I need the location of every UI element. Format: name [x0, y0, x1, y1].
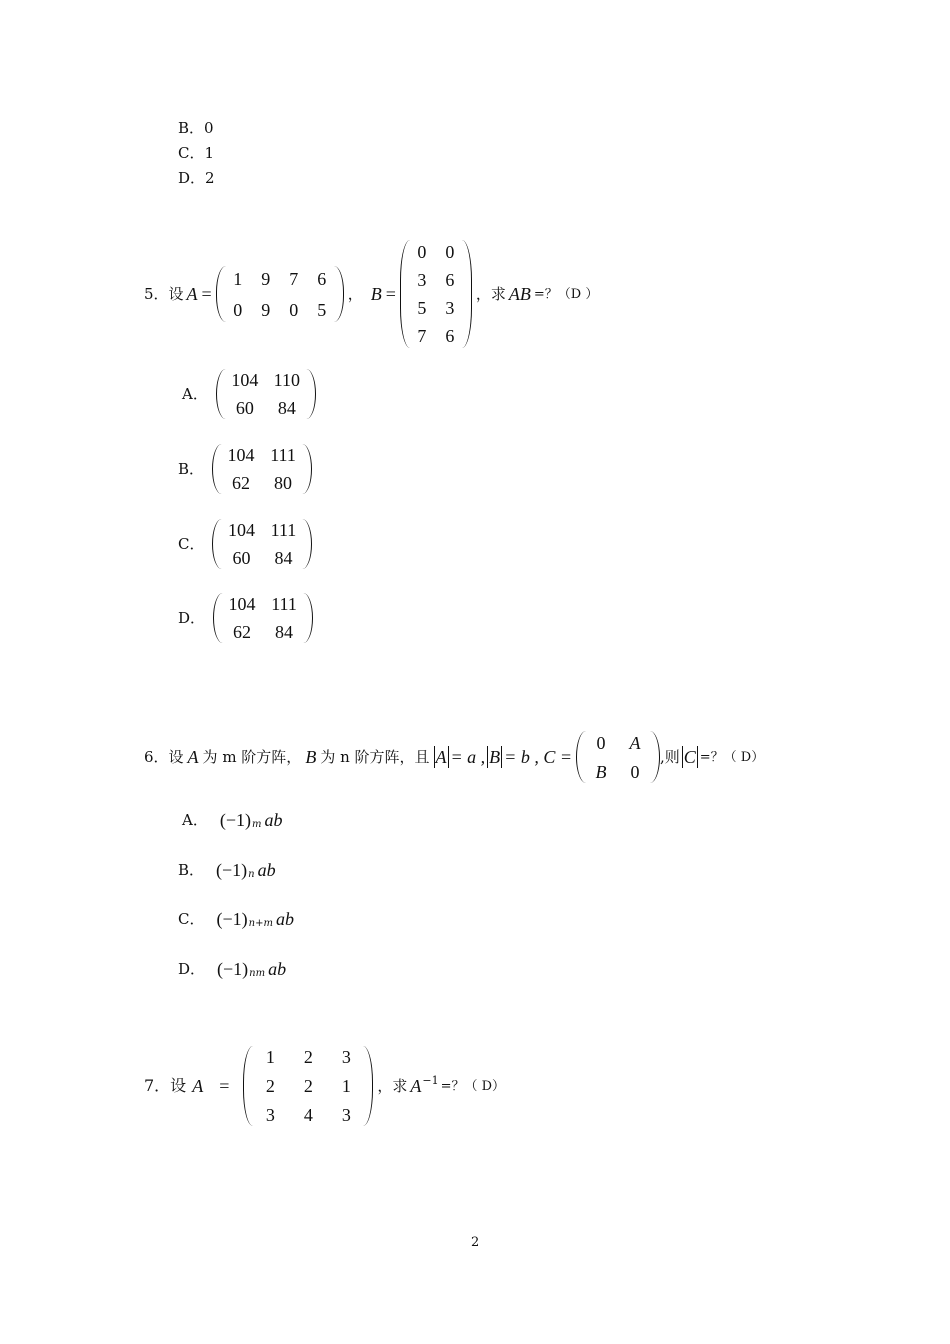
- q6-det-b: B: [489, 747, 501, 767]
- matrix-cell: 2: [303, 1047, 313, 1068]
- q7-a: A: [192, 1076, 204, 1096]
- q6-tail: =？（ D）: [699, 749, 765, 765]
- matrix-cell: 6: [445, 270, 455, 290]
- option-label: B．: [178, 459, 205, 478]
- matrix-cell: 111: [270, 520, 297, 540]
- option-matrix: [216, 369, 316, 419]
- q7-matrix: [243, 1046, 373, 1126]
- matrix-cell: 62: [232, 473, 251, 493]
- matrix-cell: 62: [233, 622, 252, 642]
- abs-bar: [487, 746, 488, 768]
- matrix-cell: 3: [445, 298, 455, 318]
- matrix-cell: 6: [317, 268, 327, 289]
- matrix-cell: 1: [341, 1075, 351, 1096]
- abs-bar: [501, 746, 502, 768]
- option-matrix: [212, 444, 312, 494]
- q7-question: [144, 1044, 505, 1128]
- matrix-cell: 2: [265, 1075, 275, 1096]
- q5-comma: ，: [347, 284, 363, 303]
- q6-text-2: 为 n 阶方阵，且: [320, 747, 430, 766]
- option-label: D．: [178, 959, 206, 978]
- q5-b-label: B: [370, 284, 382, 304]
- q4-option-b: B．0: [178, 119, 214, 137]
- option-label: C．: [178, 534, 205, 553]
- matrix-cell: 84: [277, 398, 296, 418]
- q5-matrix-b: [400, 240, 472, 348]
- matrix-cell: 2: [303, 1075, 313, 1096]
- matrix-cell: 0: [596, 732, 606, 753]
- q6-prefix: 6．设: [144, 747, 184, 766]
- q6-matrix-c: [576, 731, 660, 783]
- option-base: (−1): [216, 860, 248, 880]
- matrix-cell: 80: [274, 473, 293, 493]
- q6-a: A: [187, 747, 199, 767]
- matrix-cell: 111: [271, 594, 297, 614]
- q6-b: B: [305, 747, 317, 767]
- q6-eq-a: = a ,: [450, 747, 486, 767]
- q6-eq-b: = b , C =: [504, 747, 572, 767]
- abs-bar: [434, 746, 435, 768]
- matrix-cell: 6: [445, 326, 455, 346]
- option-label: A．: [182, 384, 208, 403]
- matrix-cell: 3: [341, 1104, 351, 1125]
- matrix-cell: 5: [317, 299, 327, 320]
- page-number: 2: [471, 1235, 480, 1250]
- q5-prefix: 5．设: [144, 284, 184, 303]
- option-matrix: [213, 593, 313, 643]
- q7-tail: =？（ D）: [440, 1078, 506, 1094]
- matrix-cell: B: [595, 761, 607, 782]
- matrix-cell: 3: [341, 1047, 351, 1068]
- q7-inv-exp: −1: [422, 1073, 439, 1087]
- q5-option-c: [178, 518, 312, 570]
- matrix-cell: 104: [227, 445, 255, 465]
- option-rest: ab: [264, 810, 283, 830]
- q7-ask: ，求: [377, 1076, 408, 1095]
- option-base: (−1): [219, 810, 251, 830]
- q6-option-a: [182, 808, 282, 832]
- q5-a-label: A: [186, 284, 198, 304]
- matrix-cell: 104: [231, 370, 259, 390]
- option-label: C．: [178, 909, 205, 928]
- option-base: (−1): [216, 909, 248, 929]
- matrix-cell: 0: [289, 299, 299, 320]
- matrix-cell: 1: [265, 1047, 275, 1068]
- matrix-cell: 4: [303, 1104, 313, 1125]
- option-label: D．: [178, 608, 206, 627]
- q4-option-d: D．2: [178, 169, 215, 187]
- abs-bar: [697, 746, 698, 768]
- q5-equals-b: =: [385, 284, 396, 304]
- q7-inv-base: A: [410, 1076, 422, 1096]
- matrix-cell: 104: [227, 520, 255, 540]
- option-rest: ab: [275, 909, 294, 929]
- matrix-cell: 1: [233, 268, 243, 289]
- q5-option-d: [178, 592, 313, 644]
- option-exponent: n+m: [248, 917, 273, 929]
- q6-option-c: [178, 907, 294, 931]
- matrix-cell: 84: [275, 622, 294, 642]
- q6-det-a: A: [435, 747, 447, 767]
- matrix-cell: 9: [261, 299, 271, 320]
- q6-text-3: ,则: [659, 747, 680, 766]
- option-exponent: n: [248, 868, 255, 880]
- option-matrix: [212, 519, 312, 569]
- option-label: B．: [178, 860, 205, 879]
- matrix-cell: 7: [417, 326, 427, 346]
- q6-det-c: C: [683, 747, 696, 767]
- q4-option-c: C．1: [178, 144, 215, 162]
- matrix-cell: 110: [273, 370, 301, 390]
- q7-equals: =: [219, 1076, 230, 1096]
- q5-matrix-a: [216, 266, 344, 322]
- matrix-cell: 84: [274, 548, 293, 568]
- option-exponent: nm: [249, 967, 266, 979]
- q5-ab: AB: [508, 284, 531, 304]
- option-base: (−1): [217, 959, 249, 979]
- matrix-cell: 60: [235, 398, 254, 418]
- matrix-cell: 3: [417, 270, 427, 290]
- matrix-cell: 3: [265, 1104, 275, 1125]
- matrix-cell: 0: [445, 242, 455, 262]
- q6-option-d: [178, 957, 286, 981]
- matrix-cell: 0: [630, 761, 640, 782]
- matrix-cell: 104: [228, 594, 256, 614]
- matrix-cell: 0: [417, 242, 427, 262]
- matrix-cell: 9: [261, 268, 271, 289]
- q6-text-1: 为 m 阶方阵，: [202, 747, 302, 766]
- q5-option-a: [182, 368, 316, 420]
- q6-option-b: [178, 858, 276, 882]
- q5-ask: ，求: [475, 284, 506, 303]
- matrix-cell: 5: [417, 298, 427, 318]
- option-rest: ab: [268, 959, 287, 979]
- matrix-cell: 0: [233, 299, 243, 320]
- abs-bar: [682, 746, 683, 768]
- matrix-cell: 60: [232, 548, 251, 568]
- q5-equals-a: =: [201, 284, 212, 304]
- q7-prefix: 7．设: [144, 1076, 187, 1095]
- abs-bar: [448, 746, 449, 768]
- q5-tail: =？（D ）: [533, 286, 599, 302]
- option-rest: ab: [257, 860, 276, 880]
- q5-option-b: [178, 443, 312, 495]
- q6-question: [144, 728, 764, 786]
- q5-question: [144, 238, 598, 350]
- matrix-cell: A: [629, 732, 641, 753]
- matrix-cell: 111: [270, 445, 296, 465]
- option-exponent: m: [251, 818, 262, 830]
- matrix-cell: 7: [289, 268, 299, 289]
- option-label: A．: [182, 810, 208, 829]
